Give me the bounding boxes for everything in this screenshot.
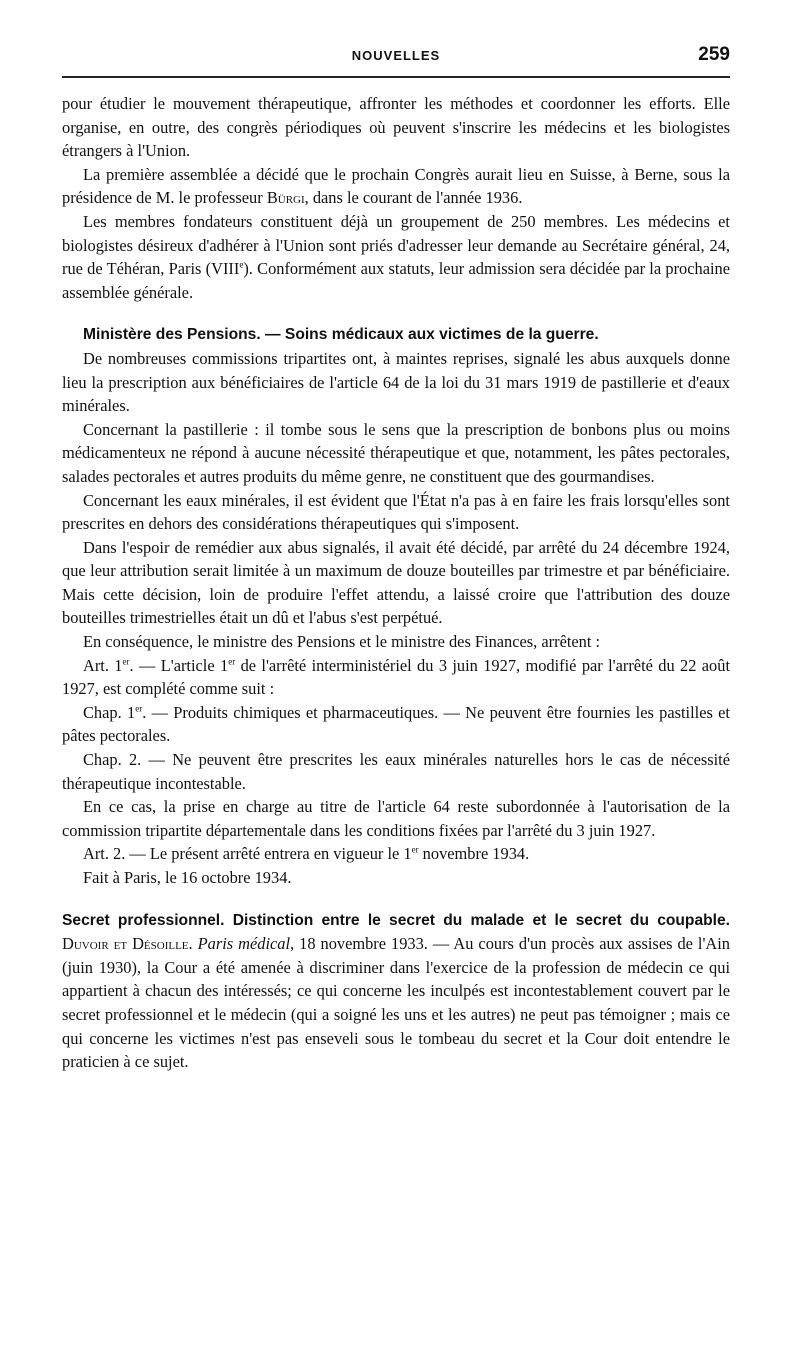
superscript: er bbox=[135, 703, 143, 714]
union-paragraph-2 bbox=[62, 163, 730, 210]
article-2 bbox=[62, 842, 730, 866]
chapter-1-text-b: . — Produits chimiques et pharmaceutiques. — Ne peuvent être fournies les pastilles et pâtes pectorales. bbox=[62, 702, 730, 746]
secret-journal: Paris médical, bbox=[197, 934, 295, 954]
pensions-paragraph-3: Concernant les eaux minérales, il est évident que l'État n'a pas à en faire les frais lorsqu'elles sont prescrites en dehors des considérations thérapeutiques qui s'imposent. bbox=[62, 490, 730, 534]
union-paragraph-1: pour étudier le mouvement thérapeutique, affronter les méthodes et coordonner les efforts. Elle organise, en outre, des congrès périodiques où peuvent s'inscrire les médecins et les biologistes étrangers à l'Union. bbox=[62, 94, 730, 161]
union-section bbox=[62, 92, 730, 304]
superscript: er bbox=[228, 656, 236, 667]
pensions-paragraph-9: En ce cas, la prise en charge au titre de l'article 64 reste subordonnée à l'autorisation de la commission tripartite départementale dans les conditions fixées par l'arrêté du 3 juin 1927. bbox=[62, 797, 730, 840]
article-2-text-b: novembre 1934. bbox=[418, 844, 530, 864]
superscript: er bbox=[411, 844, 419, 855]
union-paragraph-3 bbox=[62, 210, 730, 304]
union-paragraph-3-text-a: Les membres fondateurs constituent déjà un groupement de 250 membres. Les médecins et biologistes désireux d'adhérer à l'Union sont priés d'adresser leur demande au Secrétaire général, 24, rue de Téhéran, Paris (VIII bbox=[62, 211, 730, 279]
pensions-paragraph-1: De nombreuses commissions tripartites ont, à maintes reprises, signalé les abus auxquels donne lieu la prescription aux bénéficiaires de l'article 64 de la loi du 31 mars 1919 de pastillerie et d'eaux minérales. bbox=[62, 348, 730, 416]
chapter-2: Chap. 2. — Ne peuvent être prescrites les eaux minérales naturelles hors le cas de nécessité thérapeutique incontestable. bbox=[62, 750, 730, 793]
secret-authors: Duvoir et Désoille. bbox=[62, 934, 193, 954]
union-paragraph-3-text-b: ). Conformément aux statuts, leur admission sera décidée par la prochaine assemblée générale. bbox=[62, 259, 730, 302]
pensions-section bbox=[62, 322, 730, 889]
article-1 bbox=[62, 654, 730, 701]
superscript: e bbox=[239, 259, 244, 270]
pensions-heading bbox=[62, 322, 730, 347]
chapter-1 bbox=[62, 701, 730, 748]
article-1-text-c: de l'arrêté interministériel du 3 juin 1927, modifié par l'arrêté du 22 août 1927, est complété comme suit : bbox=[62, 655, 730, 699]
pensions-paragraph-2: Concernant la pastillerie : il tombe sous le sens que la prescription de bonbons plus ou moins médicamenteux ne répond à aucune nécessité thérapeutique et que, notamment, les pâtes pectorales, salades pectorales et autres produits du même genre, ne constituent que des gourmandises. bbox=[62, 419, 730, 486]
pensions-title: Ministère des Pensions. — Soins médicaux aux victimes de la guerre. bbox=[83, 326, 599, 344]
running-title: NOUVELLES bbox=[351, 48, 441, 63]
secret-section bbox=[62, 908, 730, 1074]
professor-name: Bürgi bbox=[266, 188, 305, 208]
secret-body: — Au cours d'un procès aux assises de l'Ain (juin 1930), la Cour a été amenée à discriminer dans l'exercice de la profession de médecin ce qui appartient à chacun des intéressés; ce qui concerne les inculpés est incontestablement couvert par le secret professionnel et le médecin (qui a soigné les uns et les autres) ne peut pas témoigner ; mais ce qui concerne les victimes n'est pas enseveli sous le tombeau du secret et la Cour doit entendre le praticien à ce sujet. bbox=[62, 934, 731, 1072]
pensions-paragraph-5: En conséquence, le ministre des Pensions et le ministre des Finances, arrêtent : bbox=[83, 632, 601, 652]
union-paragraph-2-text-a: La première assemblée a décidé que le prochain Congrès aurait lieu en Suisse, à Berne, sous la présidence de M. le professeur bbox=[62, 164, 730, 208]
superscript: er bbox=[122, 656, 130, 667]
chapter-1-text-a: Chap. 1 bbox=[83, 702, 136, 722]
pensions-paragraph-4: Dans l'espoir de remédier aux abus signalés, il avait été décidé, par arrêté du 24 décembre 1924, que leur attribution serait limitée à un maximum de douze bouteilles par trimestre et par bénéficiaire. Mais cette décision, loin de produire l'effet attendu, a laissé croire que l'attribution des douze bouteilles trimestrielles était un dû et l'abus s'est perpétué. bbox=[62, 537, 730, 628]
secret-title: Secret professionnel. Distinction entre le secret du malade et le secret du coupable. bbox=[62, 911, 730, 929]
header-rule bbox=[62, 76, 730, 78]
article-2-text-a: Art. 2. — Le présent arrêté entrera en vigueur le 1 bbox=[83, 844, 412, 864]
signature-line: Fait à Paris, le 16 octobre 1934. bbox=[83, 868, 292, 887]
secret-paragraph bbox=[62, 908, 730, 1074]
article-1-text-b: . — L'article 1 bbox=[129, 655, 229, 675]
page-number: 259 bbox=[698, 44, 730, 65]
page bbox=[62, 40, 730, 1074]
page-header bbox=[62, 40, 730, 76]
secret-date: 18 novembre 1933. bbox=[299, 934, 428, 954]
article-1-text-a: Art. 1 bbox=[83, 655, 123, 675]
union-paragraph-2-text-b: , dans le courant de l'année 1936. bbox=[304, 188, 523, 208]
